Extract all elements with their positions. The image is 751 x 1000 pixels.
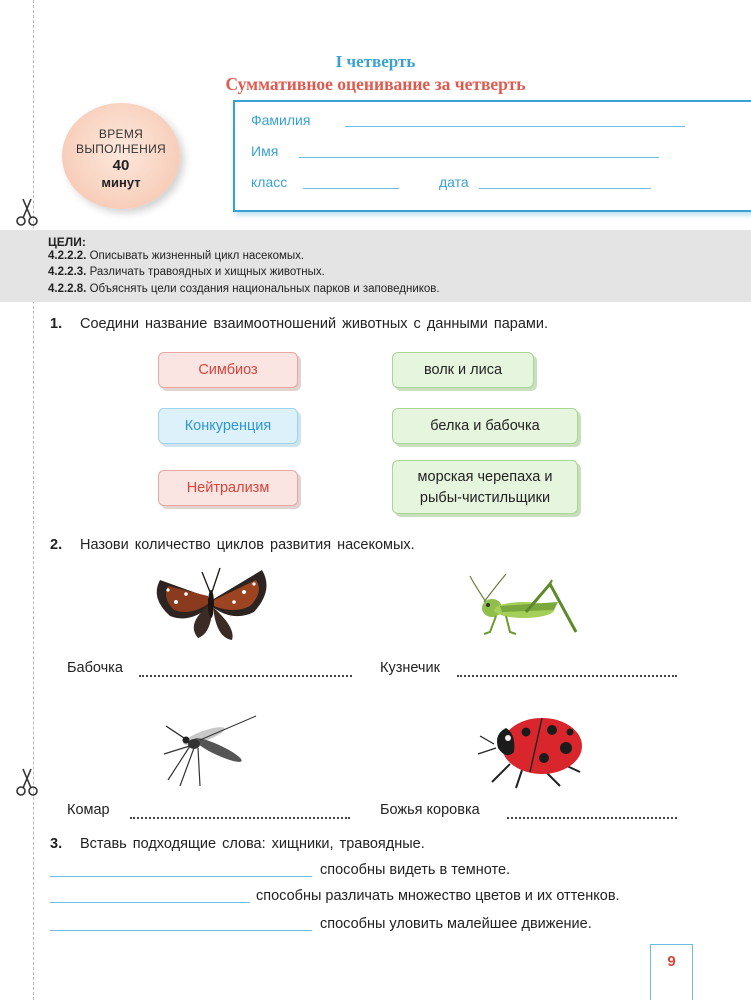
cut-line: [33, 0, 34, 1000]
task-number: 2.: [50, 537, 63, 553]
time-label-1: ВРЕМЯ: [98, 127, 144, 141]
page-number-box: [650, 944, 693, 1000]
task-text: Соедини название взаимоотношений животных с данными парами.: [80, 316, 549, 332]
time-unit: минут: [101, 175, 141, 190]
time-label-2: ВЫПОЛНЕНИЯ: [76, 142, 166, 156]
relation-neutralism[interactable]: Нейтрализм: [158, 470, 298, 506]
insect-label-ladybug: Божья коровка: [380, 802, 480, 818]
sentence-2: способны различать множество цветов и их оттенков.: [256, 888, 620, 904]
time-number: 40: [112, 157, 130, 174]
mosquito-image: [160, 710, 264, 788]
grasshopper-image: [466, 572, 584, 642]
quarter-title: I четверть: [335, 52, 416, 71]
name-label: Имя: [251, 143, 279, 159]
insect-label-mosquito: Комар: [67, 802, 110, 818]
task3-question: [50, 836, 425, 852]
surname-field[interactable]: [345, 126, 685, 127]
relation-competition[interactable]: Конкуренция: [158, 408, 298, 444]
date-field[interactable]: [479, 188, 651, 189]
task-text: Вставь подходящие слова: хищники, травоядные.: [80, 836, 425, 852]
pair-line-1: морская черепаха и: [417, 469, 553, 485]
insect-label-butterfly: Бабочка: [67, 660, 123, 676]
answer-line-grasshopper[interactable]: [457, 675, 677, 677]
task-number: 3.: [50, 836, 63, 852]
pair-squirrel-butterfly[interactable]: белка и бабочка: [392, 408, 578, 444]
goal-item: [48, 283, 440, 295]
goal-text: Объяснять цели создания национальных парков и заповедников.: [89, 283, 440, 295]
goal-item: [48, 266, 325, 278]
task-number: 1.: [50, 316, 63, 332]
goal-text: Описывать жизненный цикл насекомых.: [89, 250, 305, 262]
student-info-box: [233, 100, 751, 212]
task2-question: [50, 537, 415, 553]
pair-turtle-fish[interactable]: [392, 460, 578, 514]
answer-line-mosquito[interactable]: [130, 817, 350, 819]
goals-panel: [0, 230, 751, 302]
surname-label: Фамилия: [251, 112, 311, 128]
task-text: Назови количество циклов развития насекомых.: [80, 537, 415, 553]
goal-code: 4.2.2.3.: [48, 266, 87, 278]
goal-text: Различать травоядных и хищных животных.: [89, 266, 325, 278]
goal-code: 4.2.2.2.: [48, 250, 87, 262]
sentence-1: способны видеть в темноте.: [320, 862, 511, 878]
name-field[interactable]: [299, 157, 659, 158]
butterfly-image: [150, 558, 276, 642]
scissors-icon: [14, 197, 40, 227]
time-badge: [62, 103, 180, 209]
class-label: класс: [251, 174, 288, 190]
goals-heading: ЦЕЛИ:: [48, 235, 86, 249]
fill-blank-2[interactable]: [50, 902, 250, 903]
assessment-title: Суммативное оценивание за четверть: [225, 74, 526, 94]
sentence-3: способны уловить малейшее движение.: [320, 916, 592, 932]
ladybug-image: [470, 708, 590, 790]
goal-item: [48, 250, 304, 262]
scissors-icon: [14, 767, 40, 797]
insect-label-grasshopper: Кузнечик: [380, 660, 440, 676]
answer-line-butterfly[interactable]: [139, 675, 352, 677]
goal-code: 4.2.2.8.: [48, 283, 87, 295]
class-field[interactable]: [303, 188, 399, 189]
answer-line-ladybug[interactable]: [507, 817, 677, 819]
pair-wolf-fox[interactable]: волк и лиса: [392, 352, 534, 388]
pair-line-2: рыбы-чистильщики: [419, 490, 551, 506]
fill-blank-3[interactable]: [50, 930, 312, 931]
date-label: дата: [439, 174, 469, 190]
fill-blank-1[interactable]: [50, 876, 312, 877]
page-number: 9: [667, 953, 676, 970]
relation-symbiosis[interactable]: Симбиоз: [158, 352, 298, 388]
task1-question: [50, 316, 548, 332]
